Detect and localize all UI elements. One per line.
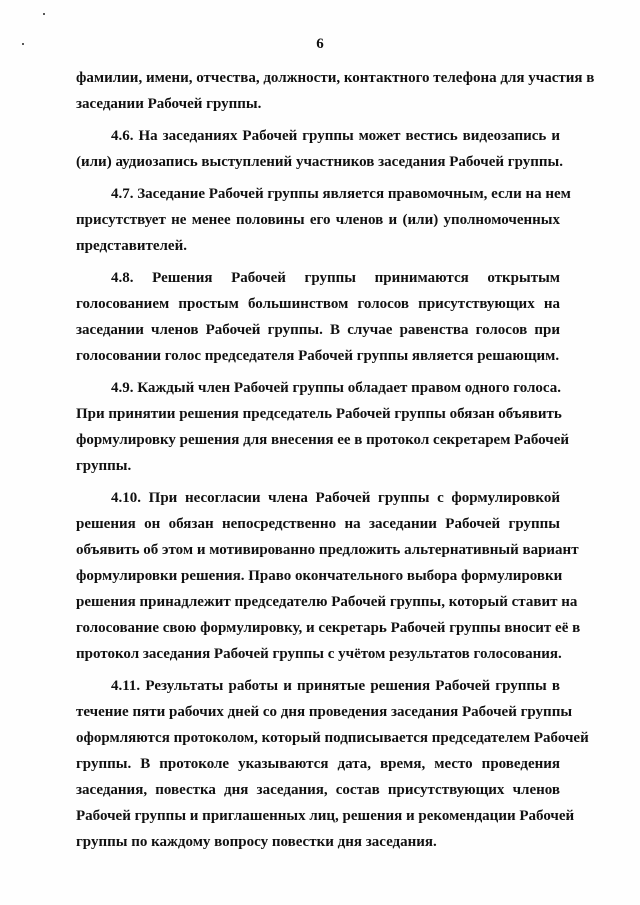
document-body [76, 61, 595, 861]
text-line: решения принадлежит председателю Рабочей группы, который ставит на [76, 594, 578, 610]
text-line: Рабочей группы и приглашенных лиц, решения и рекомендации Рабочей [76, 808, 575, 824]
text-line: 4.9. Каждый член Рабочей группы обладает правом одного голоса. [111, 380, 562, 396]
text-line: (или) аудиозапись выступлений участников заседания Рабочей группы. [76, 154, 564, 170]
text-line: 4.8. Решения Рабочей группы принимаются открытым [111, 270, 560, 286]
paragraph-p48 [76, 265, 560, 369]
text-line: оформляются протоколом, который подписывается председателем Рабочей [76, 730, 589, 746]
text-line: решения он обязан непосредственно на заседании Рабочей группы [76, 516, 560, 532]
text-line: объявить об этом и мотивированно предложить альтернативный вариант [76, 542, 579, 558]
text-line: течение пяти рабочих дней со дня проведения заседания Рабочей группы [76, 704, 573, 720]
text-line: 4.7. Заседание Рабочей группы является правомочным, если на нем [111, 186, 571, 202]
text-line: голосованием простым большинством голосов присутствующих на [76, 296, 560, 312]
text-line: формулировки решения. Право окончательного выбора формулировки [76, 568, 563, 584]
text-line: 4.10. При несогласии члена Рабочей группы с формулировкой [111, 490, 560, 506]
paragraph-p411 [76, 673, 589, 855]
paragraph-p46 [76, 123, 564, 175]
text-line: заседании членов Рабочей группы. В случае равенства голосов при [76, 322, 560, 338]
paragraph-cont [76, 65, 595, 117]
text-line: фамилии, имени, отчества, должности, контактного телефона для участия в [76, 70, 595, 86]
paragraph-p49 [76, 375, 570, 479]
text-line: присутствует не менее половины его членов и (или) уполномоченных [76, 212, 560, 228]
text-line: 4.11. Результаты работы и принятые решения Рабочей группы в [111, 678, 560, 694]
text-line: заседания, повестка дня заседания, состав присутствующих членов [76, 782, 560, 798]
page-number: 6 [316, 36, 324, 52]
text-line: голосование свою формулировку, и секретарь Рабочей группы вносит её в [76, 620, 581, 636]
text-line: группы. В протоколе указываются дата, время, место проведения [76, 756, 560, 772]
text-line: голосовании голос председателя Рабочей группы является решающим. [76, 348, 560, 364]
text-line: протокол заседания Рабочей группы с учётом результатов голосования. [76, 646, 562, 662]
text-line: 4.6. На заседаниях Рабочей группы может вестись видеозапись и [111, 128, 560, 144]
text-line: представителей. [76, 238, 187, 254]
scan-speck [43, 13, 45, 15]
text-line: При принятии решения председатель Рабочей группы обязан объявить [76, 406, 562, 422]
text-line: формулировку решения для внесения ее в протокол секретарем Рабочей [76, 432, 570, 448]
text-line: группы. [76, 458, 132, 474]
text-line: заседании Рабочей группы. [76, 96, 262, 112]
paragraph-p47 [76, 181, 571, 259]
text-line: группы по каждому вопросу повестки дня заседания. [76, 834, 437, 850]
paragraph-p410 [76, 485, 581, 667]
